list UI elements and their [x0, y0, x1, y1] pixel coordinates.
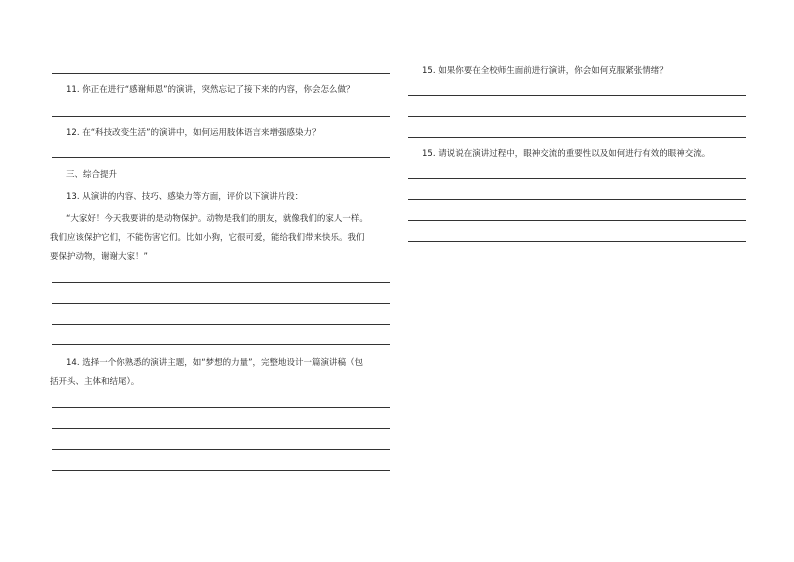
answer-line	[408, 178, 746, 179]
answer-line	[408, 220, 746, 221]
q13-passage-line-3: 要保护动物，谢谢大家！”	[50, 252, 148, 262]
section-heading-3: 三、综合提升	[66, 170, 118, 180]
answer-line	[408, 137, 746, 138]
question-14-line-1: 14. 选择一个你熟悉的演讲主题，如“梦想的力量”，完整地设计一篇演讲稿（包	[66, 358, 364, 368]
answer-line	[408, 116, 746, 117]
answer-line	[52, 157, 390, 158]
question-13: 13. 从演讲的内容、技巧、感染力等方面，评价以下演讲片段：	[66, 192, 304, 202]
answer-line	[52, 73, 390, 74]
question-12: 12. 在“科技改变生活”的演讲中，如何运用肢体语言来增强感染力？	[66, 128, 321, 138]
question-11: 11. 你正在进行“感谢师恩”的演讲，突然忘记了接下来的内容，你会怎么做？	[66, 85, 355, 95]
answer-line	[52, 116, 390, 117]
answer-line	[52, 324, 390, 325]
question-14-line-2: 括开头、主体和结尾）。	[50, 377, 140, 387]
answer-line	[52, 449, 390, 450]
answer-line	[52, 282, 390, 283]
question-15b: 15. 请说说在演讲过程中，眼神交流的重要性以及如何进行有效的眼神交流。	[422, 149, 711, 159]
q13-passage-line-1: “大家好！今天我要讲的是动物保护。动物是我们的朋友，就像我们的家人一样。	[66, 214, 368, 224]
answer-line	[52, 428, 390, 429]
answer-line	[408, 199, 746, 200]
q13-passage-line-2: 我们应该保护它们，不能伤害它们。比如小狗，它很可爱，能给我们带来快乐。我们	[50, 233, 365, 243]
answer-line	[408, 95, 746, 96]
answer-line	[408, 241, 746, 242]
answer-line	[52, 344, 390, 345]
answer-line	[52, 303, 390, 304]
question-15a: 15. 如果你要在全校师生面前进行演讲，你会如何克服紧张情绪？	[422, 66, 668, 76]
answer-line	[52, 470, 390, 471]
answer-line	[52, 407, 390, 408]
